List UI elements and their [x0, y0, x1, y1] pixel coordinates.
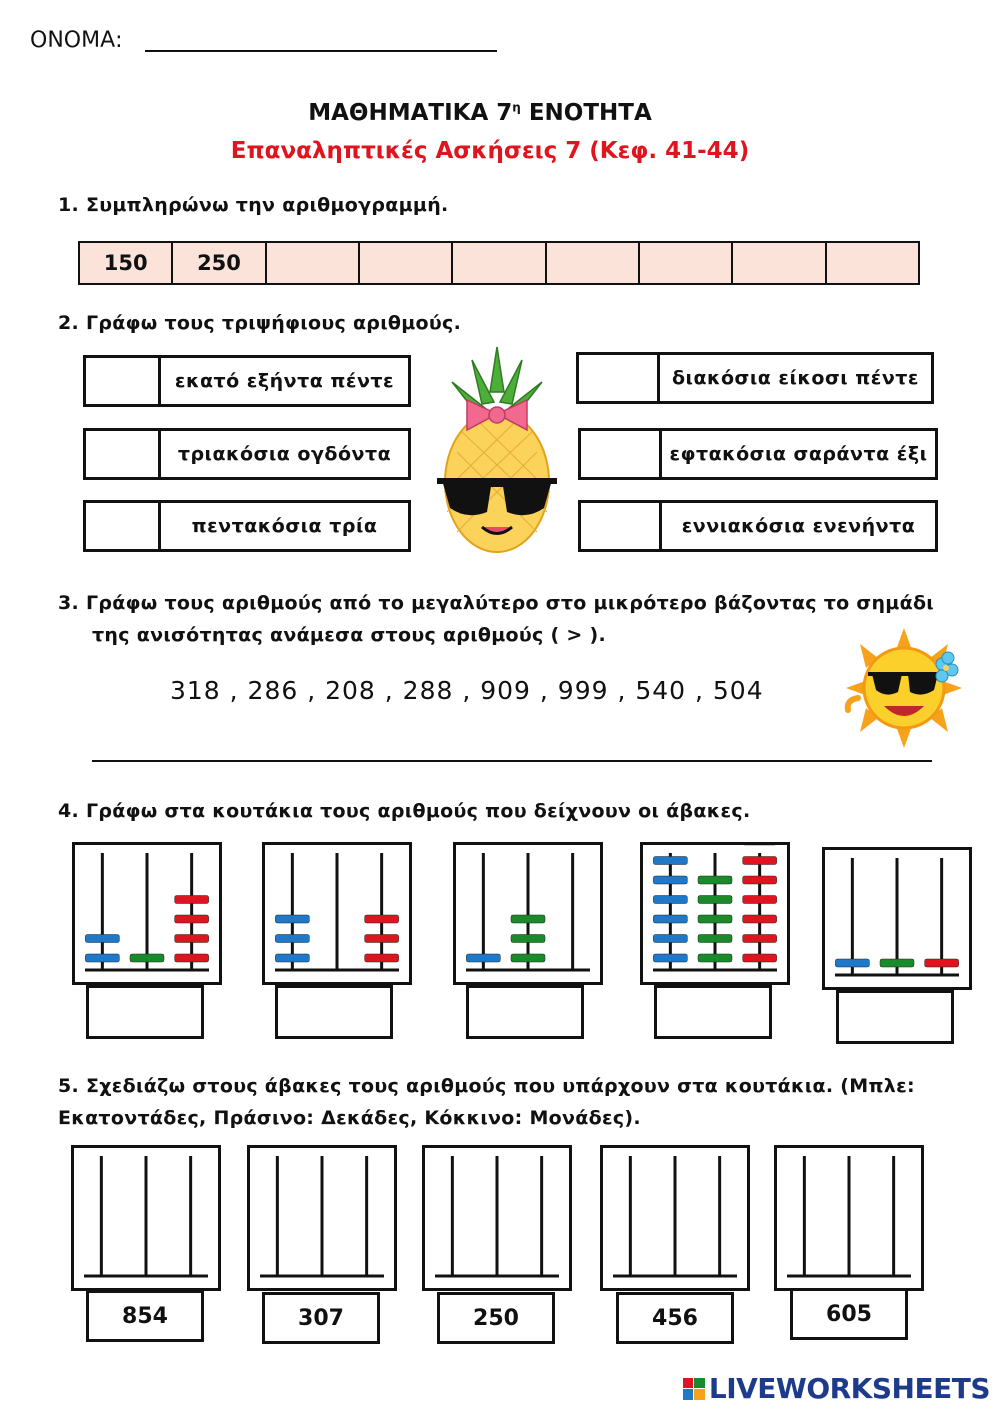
tens-bead — [698, 935, 732, 943]
word-number-row — [578, 500, 938, 552]
hundreds-bead — [653, 935, 687, 943]
abacus — [822, 847, 972, 990]
number-box: 854 — [86, 1290, 204, 1342]
empty-abacus[interactable] — [422, 1145, 572, 1291]
q5-text-line2: Εκατοντάδες, Πράσινο: Δεκάδες, Κόκκινο: Μονάδες). — [58, 1107, 641, 1129]
units-bead — [743, 935, 777, 943]
number-line-cell[interactable] — [640, 243, 733, 283]
hundreds-bead — [653, 896, 687, 904]
page-title — [0, 100, 960, 126]
abacus-drawing — [777, 1148, 921, 1288]
abacus-drawing — [74, 1148, 218, 1288]
tens-bead — [698, 876, 732, 884]
answer-box[interactable] — [581, 431, 662, 477]
q3-text-line2: της ανισότητας ανάμεσα στους αριθμούς ( > ). — [92, 624, 607, 646]
abacus-drawing — [425, 1148, 569, 1288]
pineapple-icon — [432, 342, 562, 557]
hundreds-bead — [85, 935, 119, 943]
number-word: εκατό εξήντα πέντε — [174, 370, 395, 392]
word-number-row — [83, 500, 411, 552]
abacus — [262, 842, 412, 985]
abacus-drawing — [825, 850, 969, 987]
abacus-answer-box[interactable] — [86, 985, 204, 1039]
sun-icon — [838, 628, 970, 748]
units-bead — [175, 915, 209, 923]
q3-numbers: 318 , 286 , 208 , 288 , 909 , 999 , 540 , 504 — [170, 676, 764, 705]
number-word: εφτακόσια σαράντα έξι — [669, 443, 928, 465]
number-box: 605 — [790, 1288, 908, 1340]
hundreds-bead — [275, 935, 309, 943]
answer-box[interactable] — [86, 431, 161, 477]
abacus-drawing — [250, 1148, 394, 1288]
answer-box[interactable] — [86, 358, 161, 404]
word-number-row — [578, 428, 938, 480]
number-line-cell[interactable] — [733, 243, 826, 283]
q2-text: 2. Γράφω τους τριψήφιους αριθμούς. — [58, 312, 462, 334]
abacus-answer-box[interactable] — [836, 990, 954, 1044]
abacus — [640, 842, 790, 985]
number-word: πεντακόσια τρία — [191, 515, 378, 537]
tens-bead — [880, 959, 914, 967]
hundreds-bead — [835, 959, 869, 967]
abacus-answer-box[interactable] — [654, 985, 772, 1039]
units-bead — [743, 896, 777, 904]
abacus-answer-box[interactable] — [466, 985, 584, 1039]
word-number-row — [83, 428, 411, 480]
units-bead — [365, 954, 399, 962]
units-bead — [175, 954, 209, 962]
q5-text-line1: 5. Σχεδιάζω στους άβακες τους αριθμούς που υπάρχουν στα κουτάκια. (Μπλε: — [58, 1075, 915, 1097]
q3-text-line1: 3. Γράφω τους αριθμούς από το μεγαλύτερο στο μικρότερο βάζοντας το σημάδι — [58, 592, 934, 614]
number-word: διακόσια είκοσι πέντε — [671, 367, 920, 389]
number-line-cell[interactable] — [360, 243, 453, 283]
page-subtitle: Επαναληπτικές Ασκήσεις 7 (Κεφ. 41-44) — [230, 138, 750, 164]
hundreds-bead — [653, 915, 687, 923]
q3-answer-line[interactable] — [92, 760, 932, 762]
number-box: 250 — [437, 1292, 555, 1344]
units-bead — [365, 915, 399, 923]
tens-bead — [698, 915, 732, 923]
abacus-drawing — [643, 845, 787, 982]
hundreds-bead — [275, 915, 309, 923]
units-bead — [743, 857, 777, 865]
number-line-cell[interactable] — [827, 243, 918, 283]
abacus-drawing — [75, 845, 219, 982]
hundreds-bead — [653, 954, 687, 962]
word-number-row — [576, 352, 934, 404]
hundreds-bead — [466, 954, 500, 962]
number-box: 307 — [262, 1292, 380, 1344]
empty-abacus[interactable] — [774, 1145, 924, 1291]
hundreds-bead — [85, 954, 119, 962]
number-word: εννιακόσια ενενήντα — [681, 515, 916, 537]
tens-bead — [511, 954, 545, 962]
tens-bead — [698, 896, 732, 904]
title-end: ΕΝΟΤΗΤΑ — [528, 100, 652, 126]
word-number-row — [83, 355, 411, 407]
number-line-cell[interactable] — [267, 243, 360, 283]
number-word: τριακόσια ογδόντα — [177, 443, 392, 465]
tens-bead — [698, 954, 732, 962]
tens-bead — [511, 915, 545, 923]
units-bead — [175, 935, 209, 943]
name-input-line[interactable] — [145, 50, 497, 52]
tens-bead — [130, 954, 164, 962]
units-bead — [175, 896, 209, 904]
answer-box[interactable] — [86, 503, 161, 549]
title-main: ΜΑΘΗΜΑΤΙΚΑ 7 — [308, 100, 513, 126]
units-bead — [743, 915, 777, 923]
empty-abacus[interactable] — [71, 1145, 221, 1291]
logo-icon — [683, 1378, 705, 1400]
abacus — [453, 842, 603, 985]
number-box: 456 — [616, 1292, 734, 1344]
units-bead — [743, 876, 777, 884]
answer-box[interactable] — [581, 503, 662, 549]
q1-text: 1. Συμπληρώνω την αριθμογραμμή. — [58, 194, 449, 216]
abacus — [72, 842, 222, 985]
title-sup: η — [512, 100, 521, 115]
number-line-cell: 150 — [80, 243, 173, 283]
q4-text: 4. Γράφω στα κουτάκια τους αριθμούς που δείχνουν οι άβακες. — [58, 800, 751, 822]
hundreds-bead — [653, 876, 687, 884]
liveworksheets-logo — [683, 1372, 990, 1405]
abacus-drawing — [603, 1148, 747, 1288]
hundreds-bead — [275, 954, 309, 962]
abacus-answer-box[interactable] — [275, 985, 393, 1039]
units-bead — [743, 954, 777, 962]
answer-box[interactable] — [579, 355, 660, 401]
empty-abacus[interactable] — [600, 1145, 750, 1291]
tens-bead — [511, 935, 545, 943]
number-line — [78, 241, 920, 285]
empty-abacus[interactable] — [247, 1145, 397, 1291]
number-line-cell: 250 — [173, 243, 266, 283]
number-line-cell[interactable] — [547, 243, 640, 283]
hundreds-bead — [653, 857, 687, 865]
units-bead — [925, 959, 959, 967]
number-line-cell[interactable] — [453, 243, 546, 283]
logo-text: LIVEWORKSHEETS — [708, 1372, 990, 1405]
name-label: ΟΝΟΜΑ: — [30, 28, 123, 53]
units-bead — [365, 935, 399, 943]
abacus-drawing — [265, 845, 409, 982]
abacus-drawing — [456, 845, 600, 982]
